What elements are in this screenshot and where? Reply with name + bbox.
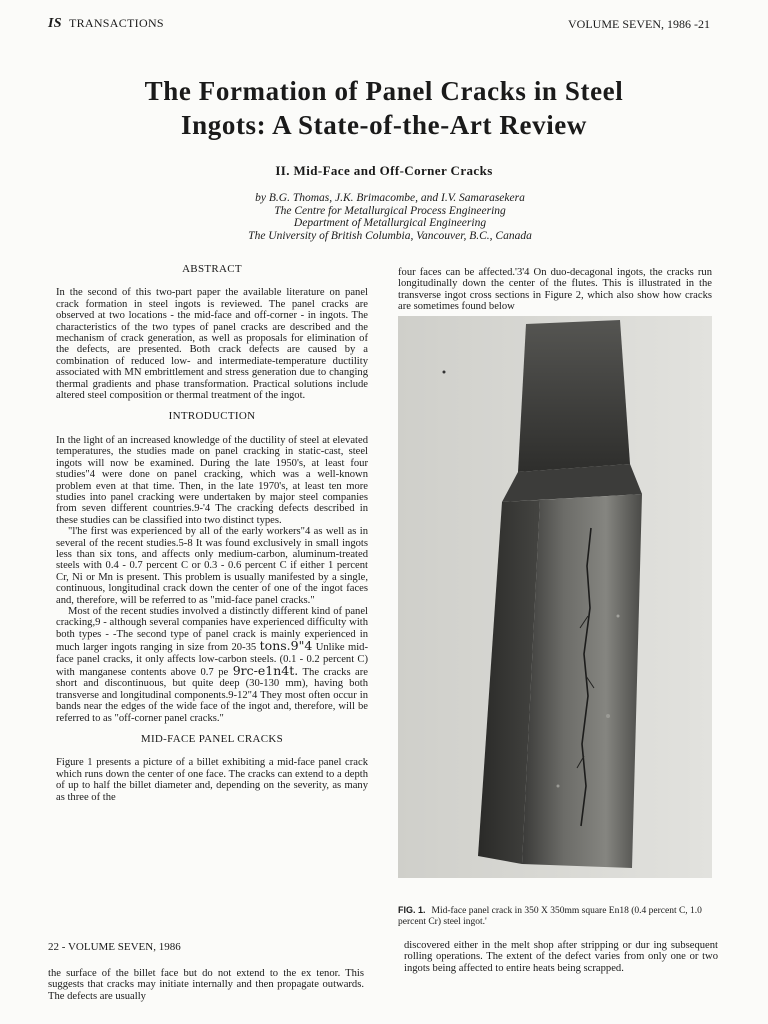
journal-header — [48, 16, 164, 32]
introduction-paragraph-3 — [56, 606, 368, 724]
surface-mark — [606, 714, 610, 718]
paragraph-3-part-1: Most of the recent studies involved a distinctly different kind of panel cracking,9 - although several companies have experienced difficulty with both types - -The second type of panel crack is mainly experienced in much larger ingots ranging in size from 20-35 — [56, 605, 368, 654]
author-names: by B.G. Thomas, J.K. Brimacombe, and I.V. Samarasekera — [255, 192, 525, 204]
midface-heading: MID-FACE PANEL CRACKS — [140, 733, 284, 746]
figure-caption-text: Mid-face panel crack in 350 X 350mm square En18 (0.4 percent C, 1.0 percent Cr) steel ingot.' — [398, 906, 702, 927]
introduction-paragraph-2: "l'he first was experienced by all of the early workers"4 as well as in several of the recent studies.5-8 It was found exclusively in small ingots less than six tons, and affects only medium-carbon, aluminum-treated steels with 0.4 - 0.7 percent C or 0.3 - 0.6 percent C if either 1 percent Cr, Ni or Mn is present. This problem is usually manifested by a single, continuous, longitudinal crack down the center of one of the ingot faces and, therefore, will be referred to as "mid-face panel cracks." — [56, 526, 368, 606]
midface-paragraph-1: Figure 1 presents a picture of a billet exhibiting a mid-face panel crack which runs down the center of one face. The cracks can extend to a depth of up to half the billet diameter and, depending on the severity, as many as three of the — [56, 757, 368, 803]
abstract-heading: ABSTRACT — [182, 263, 242, 275]
title-line-2: Ingots: A State-of-the-Art Review — [181, 110, 587, 140]
figure-1-photo — [398, 316, 712, 878]
author-block — [130, 192, 650, 242]
abstract-text: In the second of this two-part paper the available literature on panel crack formation in steel ingots is reviewed. The panel cracks are observed at two locations - the mid-face and off-corner - in ingots. The characteristics of the two types of panel cracks are described and the mechanism of crack generation, as well as proposals for elimination of the defects, are presented. Both crack defects are caused by a combination of reduced low- and intermediate-temperature ductility associated with MN embrittlement and stress generation due to changing thermal gradients and phase transformation. Practical solutions include altered steel composition or thermal treatment of the ingot. — [56, 287, 368, 402]
affiliation-department: Department of Metallurgical Engineering — [293, 217, 487, 229]
volume-page-header: VOLUME SEVEN, 1986 -21 — [568, 17, 710, 31]
left-column-bottom-text: the surface of the billet face but do not extend to the ex tenor. This suggests that cracks may initiate internally and then propagate outwards. The defects are usually — [48, 968, 364, 1002]
page-footer: 22 - VOLUME SEVEN, 1986 — [48, 941, 181, 953]
right-column-bottom-text: discovered either in the melt shop after stripping or dur ing subsequent rolling operations. The extent of the defect varies from only one or two ingots being affected to entire heats being scrapped. — [404, 940, 718, 974]
journal-name: TRANSACTIONS — [68, 16, 164, 30]
ingot-image — [398, 316, 712, 878]
paper-subtitle: II. Mid-Face and Off-Corner Cracks — [275, 163, 493, 178]
surface-mark — [443, 371, 446, 374]
right-column-top-text: four faces can be affected.'3'4 On duo-decagonal ingots, the cracks run longitudinally down the center of the flutes. This is illustrated in the transverse ingot cross sections in Figure 2, which also show how cracks are sometimes found below — [398, 267, 712, 313]
figure-label: FIG. 1. — [398, 905, 426, 915]
affiliation-centre: The Centre for Metallurgical Process Engineering — [274, 204, 506, 217]
paragraph-3-part-2: Unlike mid-face panel cracks, it only affects low-carbon steels. (0.1 - 0.2 percent C) with manganese contents above 0.7 pe — [56, 642, 368, 678]
ocr-artifact-2: 9rc-e1n4t. — [232, 663, 299, 678]
surface-mark — [557, 785, 560, 788]
journal-logo: IS — [48, 16, 62, 31]
ingot-hot-top — [518, 320, 630, 472]
affiliation-university: The University of British Columbia, Vancouver, B.C., Canada — [248, 229, 532, 242]
title-line-1: The Formation of Panel Cracks in Steel — [144, 76, 624, 106]
introduction-paragraph-1: In the light of an increased knowledge of the ductility of steel at elevated temperatures, the studies made on panel cracking in static-cast, steel ingots will now be examined. During the late 1950's, at least four studies"4 were done on panel cracking, which was a well-known problem even at that time. Then, in the late 1970's, at least ten more studies into panel cracking were undertaken by major steel companies from seven different countries.9-'4 The cracking defects described in these studies can be classified into two distinct types. — [56, 434, 368, 526]
figure-1-caption — [398, 905, 712, 928]
introduction-heading: INTRODUCTION — [168, 410, 256, 423]
ocr-artifact-1: tons.9"4 — [259, 638, 313, 654]
surface-mark — [617, 615, 620, 618]
paragraph-3-part-3: The cracks are short and discontinuous, but quite deep (30-130 mm), having both transverse and longitudinal components.9-12"4 They most often occur in bands near the edges of the wide face of the ingot and, therefore, will be referred to as "off-corner panel cracks." — [56, 667, 368, 724]
paper-title — [40, 74, 728, 142]
left-column — [56, 264, 368, 803]
